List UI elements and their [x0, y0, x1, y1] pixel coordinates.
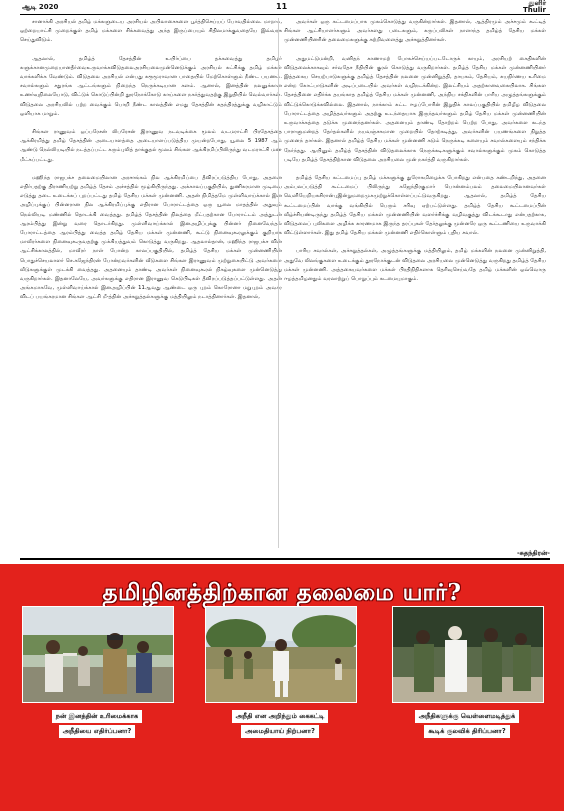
paragraph: அவர்கள் ஒரு கட்டமைப்பாக முகம்கொடுத்து வருகின்றார்கள். இதனால், ஆத்திரமும் அச்சமும் கூட்டித் சிங்கள ஆட்சியாளர்களும் அவர்களது படைகளும், சுருப்பலிகள் நாளாந்த தமிழ்த் தேசிய மக்கள் முன்னணியினரின் தலைமைகளுக்கு சுற்றிவளைத்து அச்சுறுத்தினர்கள்.	[284, 19, 546, 44]
paragraph: ஆதலால், தமிழ்த் தேசத்தின் உயிர்ப்பை தக்கவைத்து தமிழர் களுக்கானமுறையானதீர்வைஉருவாக்கவிடுதலைஅரசியலைமுன்னெடுக்கும் அரசியல் கட்சிக்கு தமிழ் மக்கள் வாக்களிக்க வேண்டும். விடுதலை அரசியல் என்பது சுரூமூராவான பாதையில் மேற்கொள்ளும் நீண்ட பயணம். சவால்களும் சதுரங்க ஆட்டங்களும் நிறைந்த நெருக்கடியான களம். ஆனால், இனத்தின் நலனுக்கான உணர்வுநிலையோடு, விட்டுக் கொடுப்பின்றி தூரநோக்கோடு காய்களை நகர்த்துவதற்கு இறுதியில் வெல்வார்கள். விடுதலை அரசியலில் பற்ற வைக்கும் பொறி நீண்ட காலத்தின் எமது தேசத்தின் சுதந்திரத்துக்கு வழிகாட்டும் ஒளியாக மாறும்.	[20, 55, 282, 117]
publication-name-latin: Thulir	[523, 6, 546, 14]
photo-field	[205, 606, 357, 703]
caption-line: அநீதி என அறிந்தும் கைகட்டி	[232, 710, 329, 723]
issue-date: ஆடி 2020	[22, 3, 59, 11]
photo-protest-image	[23, 607, 173, 702]
header-rule	[20, 14, 550, 15]
article-left-column	[20, 18, 282, 312]
caption-military	[392, 710, 542, 740]
caption-line: நன் இனத்தின் உரிமைக்காக	[52, 710, 143, 723]
photo-protest	[22, 606, 174, 703]
article-right-column	[284, 18, 546, 293]
page-header	[0, 0, 564, 14]
caption-protest	[22, 710, 172, 740]
paragraph: சிங்கள ராணுவம் ஒப்பரேசன் லிபரேசன் இராணுவ நடவடிக்கை மூலம் வடமராட்சி பிரதேசத்தை ஆக்கிரமித்து தமிழ் தேசத்தின் அடையாளத்தை அடையாளப்படுத்திய முயன்றபோது, யூலை 5 1987 ஆம் ஆண்டு நெல்லியடியில் நடத்தப்பட்ட கரும்புலித் தாக்குதல் மூலம் சிங்கள ஆக்கிரமிப்பிலிருந்து வடமராட்சி மண் மீட்கப்பட்டது.	[20, 129, 282, 163]
banner-title: தமிழினத்திற்கான தலைமை யார்?	[102, 579, 462, 606]
photo-military	[392, 606, 544, 703]
photo-military-image	[393, 607, 543, 702]
page-number: 11	[276, 2, 288, 11]
paragraph: அதுமட்டுமன்றி, வனிதந் காணாமற் போகச்செய்யப்படடோருக் காயும், அரசியற் கைதிகளின் விடுதலைக்காகவும் சர்வதேச நீதியின் குரல் கொடுத்து வருகிறார்கள். தமிழ்த் தேசிய மக்கள் முன்னணியினர் இத்தகைய செயற்பாடுகளுக்கு தமிழ்த் தேசத்தின் நலனை முன்னிறுத்தி, தாயகம், தேசியம், சுயநிர்ணய உரிமை என்ற கோட்பாடுகளின் அடிப்படையில் அவர்கள் வழிநடக்கின்ற. இலட்சியம் அதற்கானவகையிலாக. சிங்கள தேசத்தினை எதிர்க்க தயங்காத தமிழ்த் தேசிய மக்கள் முன்னணி, அந்நிய சக்திகளின் பாரிய அழுத்தங்களுக்கும் விட்டுக்கொடுக்கவில்லை. இதனால், நாக்காம் கட்ட ஈழப்போரின் இறுதிக் காலப்பகுதியில் தமிழீழ விடுதலை போராட்டத்தை அழித்தவர்களும் அதற்கு உடந்தையாக இருந்தவர்களும் தமிழ் தேசிய மக்கள் முன்னணியின் உருவாக்கத்தை தடுக்க முனைந்தனர்கள். அதனையும் தாண்டி தோற்றம் பெற்ற போது, அவர்களை கடந்த பாராளுமன்றத் தேர்தல்களில் நயவஞ்சகமான முறையில் தோற்கடித்து, அவர்களின் பயணங்களை நிறுத்த முனைந் தார்கள். இதனால் தமிழ்த் தேசிய மக்கள் முன்னணி கடும் நெருக்கடி களையும் சவால்களையும் சந்திக்க நேர்ந்தது. ஆயினும் தமிழ்த் தேசத்தின் விடுதலைக்காக நெருக்கடிகளுக்கும் சவால்களுக்கும் முகம் கொடுத்த படியே தமிழ்த் தேசத்திற்கான விடுதலை அரசியலை முன் நகர்த்தி வருகிறார்கள்.	[284, 55, 546, 163]
paragraph: மஹிந்த ராஜபக்ச தலைமையிலான அரசாங்கம் நில ஆக்கிரமிப்பை தீவிரப்படுத்திய போது, அதனை எதிர்பதற்கு திராணியற்று தமிழ்த் தேசம் அச்சத்தில் மூழ்கியிருந்தது. அக்காலப்பகுதியில், துணிகரமான முடிவை எடுத்து தடை உடைக்கப் புறப்பட்டது தமிழ் தேசிய மக்கள் முன்னணி. அதன் நிமித்தமே முள்ளிவாய்க்கால் இன அழிப்புக்குப் பின்னரான நில ஆக்கிரமிப்புக்கு எதிரான போராட்டத்தை ஒரு யூலை மாதத்தில் அதுவும் நெல்லியடி மண்ணில் தொடக்கி வைத்தது. தமிழ்த் தேசத்தின் நிலத்தை மீட்பதற்கான போராட்டம் அத்துடன் ஆரம்பித்து இன்று வரை தொடர்கிறது. முள்ளிவாய்க்கால் இனஅழிப்புக்கு பின்னர் நினைவேந்தல் போராட்டத்தை ஆரம்பித்து வைத்த தமிழ் தேசிய மக்கள் முன்னணி, கூட்டு நினைவுகூரலுக்கும் குறியாக மாவீரர்களை நினைவுகூருவதற்கு முக்கியத்துவம் கொடுத்து வருகிறது. ஆதலால்தான், மஹிந்த ராஜபக்ச வின் ஆட்சிக்காலத்தில், மாவீரர் நாள் போன்ற காலப்பகுதியில், தமிழ்த் தேசிய மக்கள் முன்னணியின் பொதுச்செயலாளர் செ.கஜேந்திரன் போன்றவர்களின் வீடுகளை சிங்கள இராணுவம் முற்றுகையிட்டு அவர்களை வீடுகளுக்குள் முடக்கி வைத்தது. அதனையும் தாண்டி அவர்கள் நினைவுகூரல் நிகழ்வுகளை முன்னெடுத்து வருகிறார்கள். இதனாலேயே, அவர்களுக்கு எதிரான இராணுவ கெடுபிடிகள் தீவிரப்படுத்தப்பட்டுள்ளது. அதன் அங்கமாகவே, முள்ளிவாய்க்கால் இனஅழிப்பின் 11ஆவது ஆண்டை ஒரு புறம் கொரோனா மறுபுறம் அவசர விடப் பயங்கரமான சிங்கள ஆட்சி மீ-த்தின் அச்சுறுத்தல்களுக்கு மத்தியிலும் நடாத்தினார்கள். இதனால்,	[20, 174, 282, 301]
caption-line: கூடிக் குலவிக் திரிப்பனா?	[424, 725, 509, 738]
section-rule	[20, 558, 550, 560]
photo-field-image	[206, 607, 356, 702]
paragraph: சானாக்கி அரசியல் தமிழ் மக்களுடைய அரசியல் அபிலாசைகளை பூர்த்திசெய்யப் போவதில்லை. மாறாக, ஒற்றையாட்சி முறைக்குள் தமிழ் மக்களை சிக்கவைத்து அந்த இருப்பையும் சிதிலமாக்குவதையே இவ்வரசு செய்துவிடும்.	[20, 19, 282, 44]
publication-name	[523, 0, 546, 14]
paragraph: பாரிய சவால்கள், அச்சுறுத்தல்கள், அழுத்தங்களுக்கு மத்தியிலும், தமிழ் மக்களின் நலனை முன்னிறுத்தி, அதுவே லிலங்குகளை உடைக்கும் தூரநோக்குடன் விடுதலை அரசியலை முன்னெடுத்து வருகிறது தமிழ்த் தேசிய மக்கள் முன்னணி. அத்தகையவர்களை மக்கள் பிரதிநிதிகளாக தெரிவுசெய்வதே தமிழ் மக்களின் ஒவ்வொரு ஈழத்தமிழனதும் வரலாற்றுப் பொறுப்பும் கடமையுமாகும்.	[284, 248, 546, 283]
article-byline: -சுதந்திரன்-	[516, 549, 550, 557]
column-divider	[278, 18, 279, 548]
publication-name-tamil: துளிர்	[528, 0, 546, 7]
caption-line: அநீதியை எதிர்ப்பனா?	[59, 725, 136, 738]
caption-field	[205, 710, 355, 740]
caption-line: அநீதிகளுக்கு வெள்ளைமடித்துக்	[415, 710, 519, 723]
paragraph: தமிழ்த் தேசிய கட்டமைப்பு தமிழ் மக்களுக்கு துரோகமிழைக்க போகிறது என்பதை கண்டறிந்து, அதனை அம்பலப்படுத்தி கூட்டமைப் பிலிருந்து கஜேந்திரகுமார் பொன்னம்பலம் தலைமையிலானவர்கள் வெளியேறியசுசிரான்புஇன்றுமறைமுகமுற்றுக்கொள்ளப்பட்டுவருகிறது. ஆதலால், தமிழ்த் தேசிய கூட்டமைப்பின் வாக்கு வங்கியில் பெரும் சரிவு ஏற்பட்டுள்ளது. தமிழ்த் தேசிய கூட்டமைப்பின் வீழ்ச்சியண்டிருந்து தமிழ்த் தேசிய மக்கள் முன்னணியின் வளர்ச்சிக்கு வழிவகுத்து விடக்கூடாது என்பதற்காக, விடுதலைப் புலிகளை அழிக்க காரணமாக இருந்த தரப்புகள் தேர்தலுக்கு முன்னரே ஒரு கூட்டணியை உருவாக்கி விட்டுள்ளார்கள். இது தமிழ் தேசிய மக்கள் முன்னணி எதிர்கொள்ளும் புதிய சவால்.	[284, 175, 546, 237]
caption-line: அமைதியாய் நிற்பனா?	[241, 725, 319, 738]
